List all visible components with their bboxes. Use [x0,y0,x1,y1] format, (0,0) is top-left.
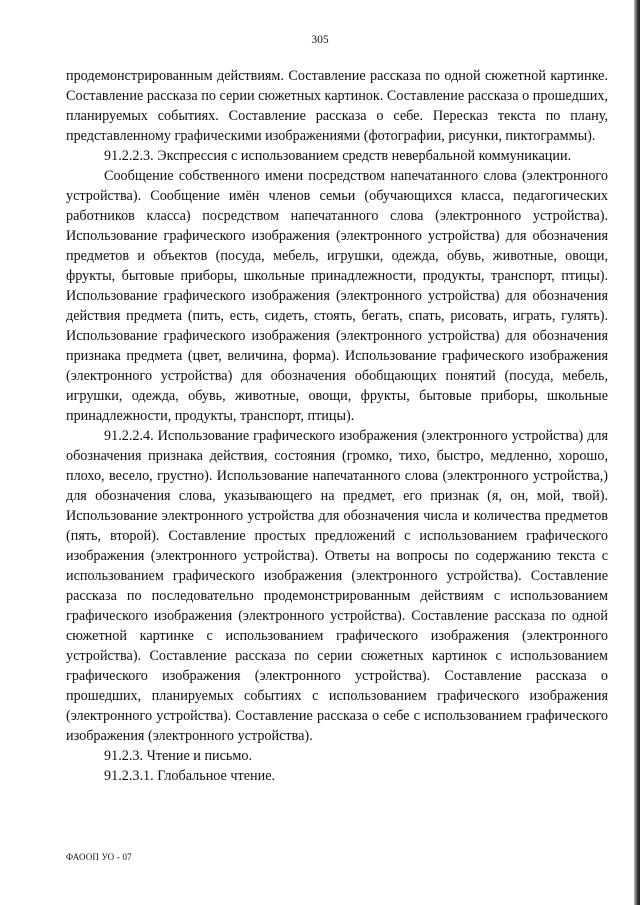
section-heading-91-2-3-1: 91.2.3.1. Глобальное чтение. [104,768,276,784]
page-footer: ФАООП УО - 07 [66,852,132,862]
paragraph-91-2-2-4: 91.2.2.4. Использование графического изображения (электронного устройства) для обозначения признака действия, состояния (громко, тихо, быстро, медленно, хорошо, плохо, весело, грустно). Использование напечатанного слова (электронного устройства,) для обозначения слова, указывающего на предмет, его признак (я, он, мой, твой). Использование электронного устройства для обозначения числа и количества предметов (пять, второй). Составление простых предложений с использованием графического изображения (электронного устройства). Ответы на вопросы по содержанию текста с использованием графического изображения (электронного устройства). Составление рассказа по последовательно продемонстрированным действиям с использованием графического изображения (электронного устройства). Составление рассказа по одной сюжетной картинке с использованием графического изображения (электронного устройства). Составление рассказа по серии сюжетных картинок с использованием графического изображения (электронного устройства). Составление рассказа о прошедших, планируемых событиях с использованием графического изображения (электронного устройства). Составление рассказа о себе с использованием графического изображения (электронного устройства). [66,428,608,744]
section-heading-91-2-3: 91.2.3. Чтение и письмо. [104,748,253,764]
paragraph-continuation: продемонстрированным действиям. Составление рассказа по одной сюжетной картинке. Составление рассказа по серии сюжетных картинок. Составление рассказа о прошедших, планируемых событиях. Составление рассказа о себе. Пересказ текста по плану, представленному графическими изображениями (фотографии, рисунки, пиктограммы). [66,68,608,144]
section-heading-91-2-2-3: 91.2.2.3. Экспрессия с использованием средств невербальной коммуникации. [104,148,572,164]
scan-edge [634,0,640,905]
body-text [66,66,608,786]
page-number: 305 [311,34,329,46]
paragraph-91-2-2-3-body: Сообщение собственного имени посредством напечатанного слова (электронного устройства). Сообщение имён членов семьи (обучающихся класса, педагогических работников класса) посредством напечатанного слова (электронного устройства). Использование графического изображения (электронного устройства) для обозначения предметов и объектов (посуда, мебель, игрушки, одежда, обувь, животные, овощи, фрукты, бытовые приборы, школьные принадлежности, продукты, транспорт, птицы). Использование графического изображения (электронного устройства) для обозначения действия предмета (пить, есть, сидеть, стоять, бегать, спать, рисовать, играть, гулять). Использование графического изображения (электронного устройства) для обозначения признака предмета (цвет, величина, форма). Использование графического изображения (электронного устройства) для обозначения обобщающих понятий (посуда, мебель, игрушки, одежда, обувь, животные, овощи, фрукты, бытовые приборы, школьные принадлежности, продукты, транспорт, птицы). [66,168,608,424]
